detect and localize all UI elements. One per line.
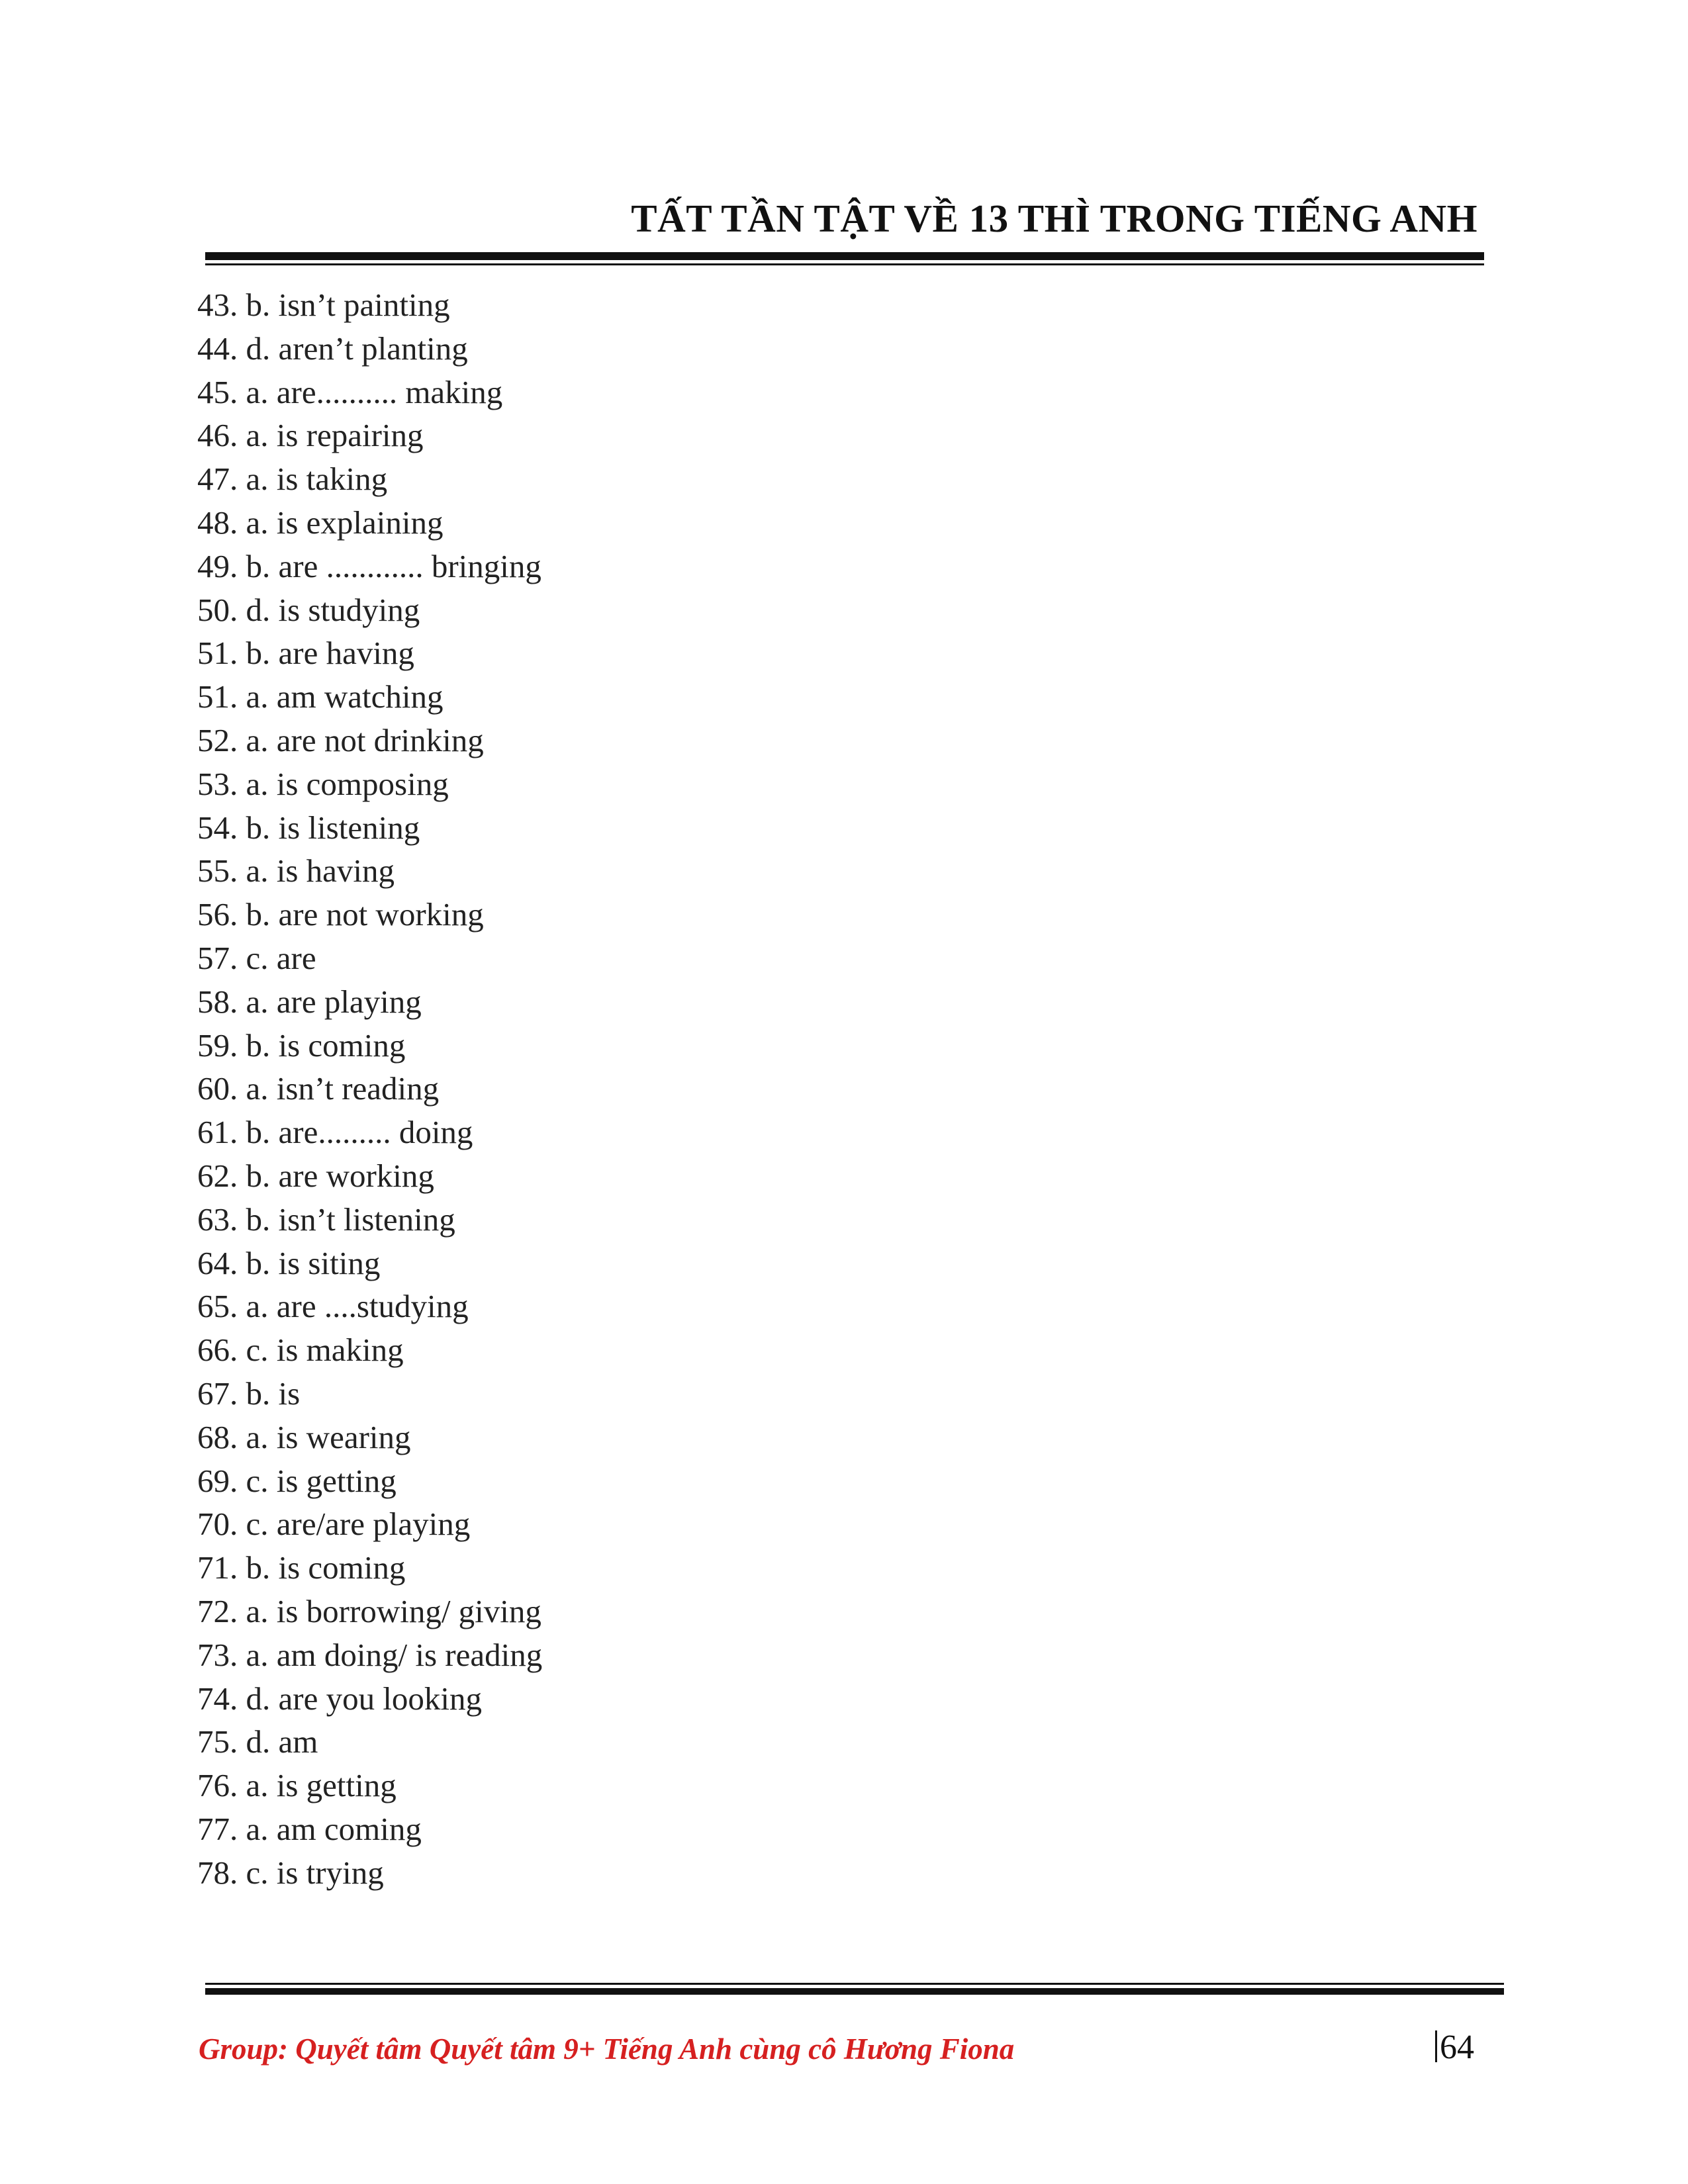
- answer-item: 66. c. is making: [197, 1332, 404, 1369]
- page-title: TẤT TẦN TẬT VỀ 13 THÌ TRONG TIẾNG ANH: [631, 197, 1477, 240]
- answer-item: 59. b. is coming: [197, 1026, 406, 1064]
- answer-item: 57. c. are: [197, 939, 316, 976]
- answer-item: 44. d. aren’t planting: [197, 330, 468, 367]
- answer-item: 64. b. is siting: [197, 1244, 381, 1281]
- header-divider-thick: [205, 252, 1484, 260]
- answer-item: 67. b. is: [197, 1375, 301, 1412]
- answer-item: 63. b. isn’t listening: [197, 1201, 455, 1238]
- answer-item: 52. a. are not drinking: [197, 721, 484, 758]
- answer-item: 51. a. am watching: [197, 678, 444, 715]
- answer-item: 65. a. are ....studying: [197, 1288, 469, 1325]
- footer-divider-thick: [205, 1988, 1504, 1995]
- footer-divider-thin: [205, 1983, 1504, 1985]
- answer-item: 50. d. is studying: [197, 591, 420, 628]
- answer-item: 60. a. isn’t reading: [197, 1070, 440, 1107]
- answer-item: 43. b. isn’t painting: [197, 287, 450, 323]
- page-number-separator: [1435, 2030, 1437, 2062]
- footer-group-name: Group: Quyết tâm Quyết tâm 9+ Tiếng Anh cùng cô Hương Fiona: [199, 2032, 1015, 2066]
- answer-item: 73. a. am doing/ is reading: [197, 1636, 543, 1673]
- answer-item: 74. d. are you looking: [197, 1680, 483, 1717]
- answer-item: 54. b. is listening: [197, 809, 420, 846]
- answer-item: 71. b. is coming: [197, 1549, 406, 1586]
- answer-item: 77. a. am coming: [197, 1810, 422, 1847]
- answer-list: [197, 283, 542, 1894]
- answer-item: 58. a. are playing: [197, 983, 422, 1020]
- page-number: 64: [1440, 2028, 1474, 2066]
- answer-item: 46. a. is repairing: [197, 417, 424, 454]
- answer-item: 47. a. is taking: [197, 461, 388, 498]
- answer-item: 48. a. is explaining: [197, 504, 444, 541]
- answer-item: 78. c. is trying: [197, 1854, 384, 1891]
- answer-item: 75. d. am: [197, 1723, 318, 1760]
- answer-item: 68. a. is wearing: [197, 1418, 411, 1455]
- answer-item: 61. b. are......... doing: [197, 1114, 473, 1151]
- answer-item: 62. b. are working: [197, 1157, 434, 1194]
- page-number-block: [1435, 2028, 1474, 2067]
- answer-item: 69. c. is getting: [197, 1462, 397, 1499]
- answer-item: 56. b. are not working: [197, 896, 484, 933]
- answer-item: 70. c. are/are playing: [197, 1506, 471, 1543]
- answer-item: 45. a. are.......... making: [197, 373, 503, 410]
- answer-item: 51. b. are having: [197, 635, 414, 672]
- answer-item: 72. a. is borrowing/ giving: [197, 1592, 541, 1629]
- answer-item: 49. b. are ............ bringing: [197, 547, 541, 584]
- answer-item: 55. a. is having: [197, 852, 395, 889]
- answer-item: 76. a. is getting: [197, 1767, 397, 1804]
- answer-item: 53. a. is composing: [197, 765, 449, 802]
- header-divider-thin: [205, 263, 1484, 265]
